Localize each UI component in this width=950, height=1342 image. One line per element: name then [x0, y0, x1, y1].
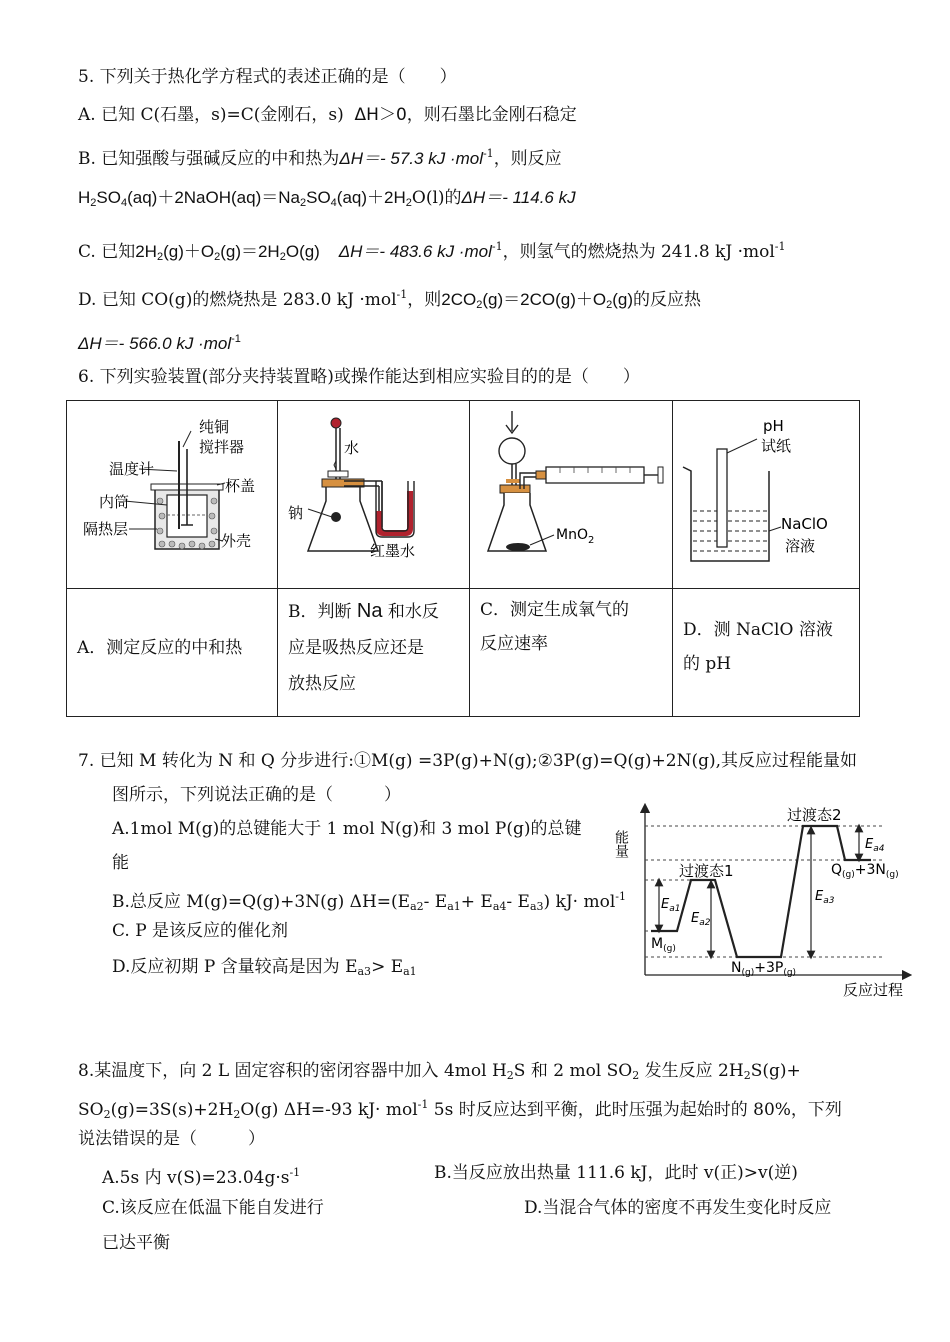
q6-figure-c [470, 401, 673, 589]
q8-stem-line3: 说法错误的是（ ） [78, 1129, 265, 1149]
q7-option-a: A.1mol M(g)的总键能大于 1 mol N(g)和 3 mol P(g)的总键 [112, 819, 582, 839]
svg-text:Ea3: $E_{a3}$ [815, 889, 835, 906]
q6-caption-b: B．判断 Na 和水反 应是吸热反应还是 放热反应 [278, 589, 470, 717]
q8-stem-line1: 8.某温度下，向 2 L 固定容积的密闭容器中加入 4mol $H_2S$ 和 2 mol $SO_2$ 发生反应 $2H_2S(g)+$ [78, 1061, 801, 1082]
q7-stem-line1: 7. 已知 M 转化为 N 和 Q 分步进行:①M(g) =3P(g)+N(g);②3P(g)=Q(g)+2N(g),其反应过程能量如 [78, 751, 858, 771]
q8-stem-line2: $SO_2(g)=3S(s)+2H_2O(g)$ ΔH=-93 kJ· mol$^{-1}$ 5s 时反应达到平衡，此时压强为起始时的 80%，下列 [78, 1098, 842, 1121]
label-lid: 杯盖 [225, 477, 256, 495]
q8-option-b: B.当反应放出热量 111.6 kJ，此时 v(正)>v(逆) [434, 1163, 798, 1183]
q-label: $Q_{(g)}+3N_{(g)}$ [831, 862, 899, 880]
q6-figure-d [673, 401, 860, 589]
q5-stem: 5. 下列关于热化学方程式的表述正确的是（ ） [78, 67, 457, 87]
q6-stem: 6. 下列实验装置(部分夹持装置略)或操作能达到相应实验目的的是（ ） [78, 367, 640, 387]
svg-text:Ea2: $E_{a2}$ [691, 911, 711, 928]
svg-text:Ea4: $E_{a4}$ [865, 837, 885, 854]
ts1-label: 过渡态1 [679, 862, 734, 880]
x-axis-label: 反应过程 [843, 981, 904, 999]
q7-option-a-cont: 能 [112, 853, 129, 873]
q8-option-c: C.该反应在低温下能自发进行 [102, 1198, 324, 1218]
q5-option-a: A. 已知 C(石墨，s)=C(金刚石，s) ΔH＞0，则石墨比金刚石稳定 [78, 105, 577, 125]
label-naclo: NaClO [781, 515, 828, 533]
q5-option-d-value: ΔH＝- 566.0 kJ ·mol$^{-1}$ [78, 333, 241, 353]
label-stirrer: 搅拌器 [199, 438, 245, 456]
energy-profile [651, 826, 871, 957]
ts2-label: 过渡态2 [787, 806, 842, 824]
label-thermometer: 温度计 [109, 460, 155, 478]
q6-figure-b [278, 401, 470, 589]
label-insulation: 隔热层 [83, 520, 129, 538]
q5-option-d: D. 已知 CO(g)的燃烧热是 283.0 kJ ·mol$^{-1}$，则$2CO_2(g)=2CO(g)+O_2(g)$的反应热 [78, 288, 701, 311]
q5-option-b: B. 已知强酸与强碱反应的中和热为ΔH＝- 57.3 kJ ·mol$^{-1}$，则反应 [78, 147, 562, 169]
label-mno2-sub: 2 [587, 535, 595, 546]
label-inner-cup: 内筒 [99, 493, 130, 511]
q8-option-a: A.5s 内 $v(S)=23.04g\cdot s^{-1}$ [102, 1166, 301, 1188]
label-pure-copper: 纯铜 [199, 418, 230, 436]
calorimeter-figure [67, 401, 277, 583]
q7-energy-diagram [615, 800, 925, 1002]
q6-figure-a [67, 401, 278, 589]
q7-stem-line2: 图所示，下列说法正确的是（ ） [112, 785, 401, 805]
q7-option-d: D.反应初期 P 含量较高是因为 $E_{a3}> E_{a1}$ [112, 957, 417, 978]
oxygen-rate-figure [470, 401, 672, 583]
q6-caption-a: A．测定反应的中和热 [67, 589, 278, 717]
label-mno2: MnO [556, 527, 588, 543]
ph-paper-figure [673, 401, 859, 583]
q7-option-c: C. P 是该反应的催化剂 [112, 921, 289, 941]
label-outer-shell: 外壳 [221, 532, 252, 550]
m-label: $M_{(g)}$ [651, 936, 676, 954]
q6-caption-c: C．测定生成氧气的 反应速率 [470, 589, 673, 717]
label-sodium: 钠 [288, 504, 304, 522]
q5-option-b-equation: $H_2SO_4(aq)+2NaOH(aq)=Na_2SO_4(aq)+2H_2O(l)$的ΔH＝- 114.6 kJ [78, 188, 576, 209]
label-ph: pH [763, 417, 784, 435]
q8-option-d-cont: 已达平衡 [102, 1233, 170, 1253]
label-water: 水 [344, 439, 360, 457]
label-test-paper: 试纸 [761, 437, 792, 455]
y-axis-label: 能量 [613, 830, 629, 858]
q8-option-d: D.当混合气体的密度不再发生变化时反应 [524, 1198, 832, 1218]
svg-text:Ea1: $E_{a1}$ [661, 897, 681, 914]
svg-text:MnO2 [556, 527, 594, 546]
np-label: $N_{(g)}+3P_{(g)}$ [731, 960, 797, 978]
label-red-ink: 红墨水 [370, 542, 416, 560]
q6-caption-d: D．测 NaClO 溶液 的 pH [673, 589, 860, 717]
q6-table [66, 400, 860, 717]
label-solution: 溶液 [785, 537, 816, 555]
sodium-flask-figure [278, 401, 469, 583]
q7-option-b: B.总反应 M(g)=Q(g)+3N(g) $\Delta H=(E_{a2}-$ $E_{a1}+ E_{a4}-$ $E_{a3}$) kJ· mol$^{-1}$ [112, 890, 626, 913]
q5-option-c: C. 已知$2H_2(g)+O_2(g)=2H_2O(g)$ ΔH＝- 483.6 kJ ·mol$^{-1}$，则氢气的燃烧热为 241.8 kJ ·mol$^{-1}$ [78, 240, 786, 263]
